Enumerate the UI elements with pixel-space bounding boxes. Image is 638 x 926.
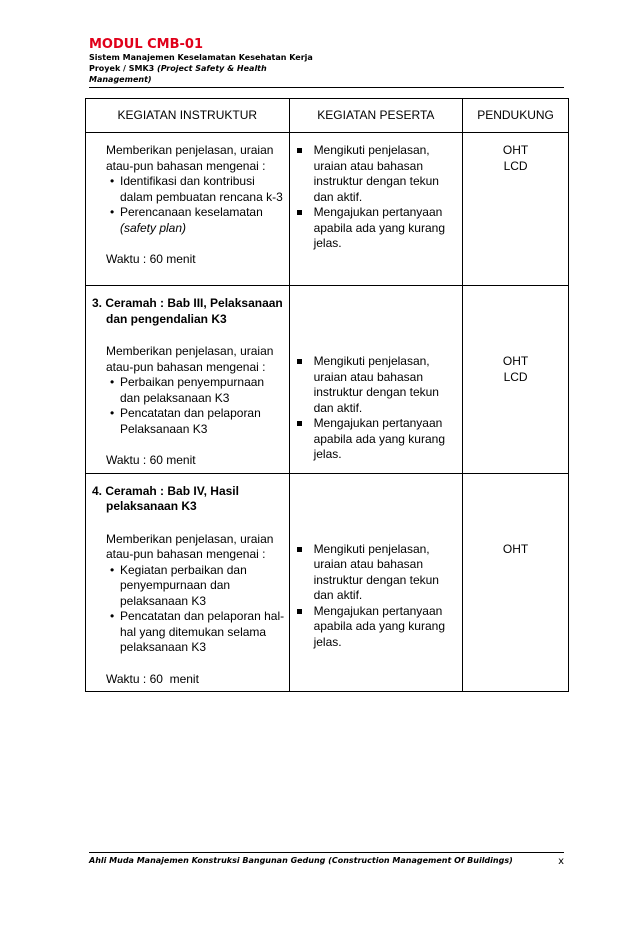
instruktur-intro: Memberikan penjelasan, uraian atau-pun bahasan mengenai :: [106, 143, 274, 173]
header-subtitle-italic-2: Management): [89, 75, 152, 84]
list-item: [106, 205, 285, 236]
list-item: • Kegiatan perbaikan dan penyempurnaan dan pelaksanaan K3: [106, 563, 285, 610]
header-kegiatan-peserta: KEGIATAN PESERTA: [289, 99, 463, 133]
waktu-text: Waktu : 60 menit: [106, 671, 199, 686]
peserta-cell: [289, 473, 463, 692]
section-title: 3. Ceramah : Bab III, Pelaksanaan dan pengendalian K3: [92, 296, 283, 326]
list-item: • Perbaikan penyempurnaan dan pelaksanaan K3: [106, 375, 285, 406]
instruktur-cell: [86, 473, 290, 692]
list-item: Mengikuti penjelasan, uraian atau bahasan instruktur dengan tekun dan aktif.: [294, 542, 457, 604]
table-header-row: [86, 99, 569, 133]
list-item: Mengikuti penjelasan, uraian atau bahasan instruktur dengan tekun dan aktif.: [294, 143, 457, 205]
header-kegiatan-instruktur: KEGIATAN INSTRUKTUR: [86, 99, 290, 133]
document-header: [89, 38, 564, 85]
section-title: 4. Ceramah : Bab IV, Hasil pelaksanaan K3: [92, 483, 239, 513]
list-item: • Identifikasi dan kontribusi dalam pembuatan rencana k-3: [106, 174, 285, 205]
waktu-text: Waktu : 60 menit: [106, 453, 196, 467]
peserta-cell: [289, 286, 463, 474]
header-subtitle-line2: [89, 63, 564, 74]
footer-divider: [89, 852, 564, 853]
list-item: Mengajukan pertanyaan apabila ada yang kurang jelas.: [294, 205, 457, 252]
pendukung-cell: [463, 286, 569, 474]
list-item: Mengajukan pertanyaan apabila ada yang kurang jelas.: [294, 604, 457, 651]
instruktur-bullets: [92, 375, 285, 437]
table-row: [86, 286, 569, 474]
header-subtitle-line3: [89, 74, 564, 85]
page-number: x: [558, 856, 564, 867]
module-title: MODUL CMB-01: [89, 37, 204, 52]
list-item: • Pencatatan dan pelaporan Pelaksanaan K3: [106, 406, 285, 437]
pendukung-item: OHT: [502, 354, 529, 368]
instruktur-bullets: [92, 174, 285, 236]
pendukung-item: OHT: [502, 143, 529, 157]
activity-table: [85, 98, 569, 692]
table-row: [86, 473, 569, 692]
instruktur-cell: [86, 133, 290, 286]
instruktur-intro: Memberikan penjelasan, uraian atau-pun bahasan mengenai :: [106, 344, 274, 374]
pendukung-cell: [463, 133, 569, 286]
header-subtitle-prefix: Proyek / SMK3: [89, 64, 158, 73]
pendukung-cell: [463, 473, 569, 692]
peserta-list: [294, 143, 457, 252]
instruktur-cell: [86, 286, 290, 474]
pendukung-item: LCD: [503, 158, 528, 173]
peserta-cell: [289, 133, 463, 286]
list-item: Mengajukan pertanyaan apabila ada yang kurang jelas.: [294, 416, 457, 463]
header-subtitle-line1: Sistem Manajemen Keselamatan Kesehatan Kerja: [89, 53, 313, 62]
pendukung-item: LCD: [503, 369, 528, 384]
header-divider: [89, 87, 564, 88]
list-item: Mengikuti penjelasan, uraian atau bahasan instruktur dengan tekun dan aktif.: [294, 354, 457, 416]
peserta-list: [294, 542, 457, 651]
page-footer: [89, 856, 564, 865]
table-row: [86, 133, 569, 286]
instruktur-bullets: [92, 563, 285, 656]
waktu-text: Waktu : 60 menit: [106, 252, 196, 266]
peserta-list: [294, 354, 457, 463]
list-item-text: Perencanaan keselamatan: [120, 205, 263, 219]
list-item-note: (safety plan): [120, 220, 187, 235]
pendukung-item: OHT: [502, 541, 529, 556]
header-pendukung: PENDUKUNG: [463, 99, 569, 133]
list-item: • Pencatatan dan pelaporan hal-hal yang ditemukan selama pelaksanaan K3: [106, 609, 285, 656]
footer-text: Ahli Muda Manajemen Konstruksi Bangunan Gedung (Construction Management Of Buildings): [89, 856, 513, 865]
instruktur-intro: Memberikan penjelasan, uraian atau-pun bahasan mengenai :: [106, 531, 274, 561]
header-subtitle-italic: (Project Safety & Health: [157, 64, 267, 73]
